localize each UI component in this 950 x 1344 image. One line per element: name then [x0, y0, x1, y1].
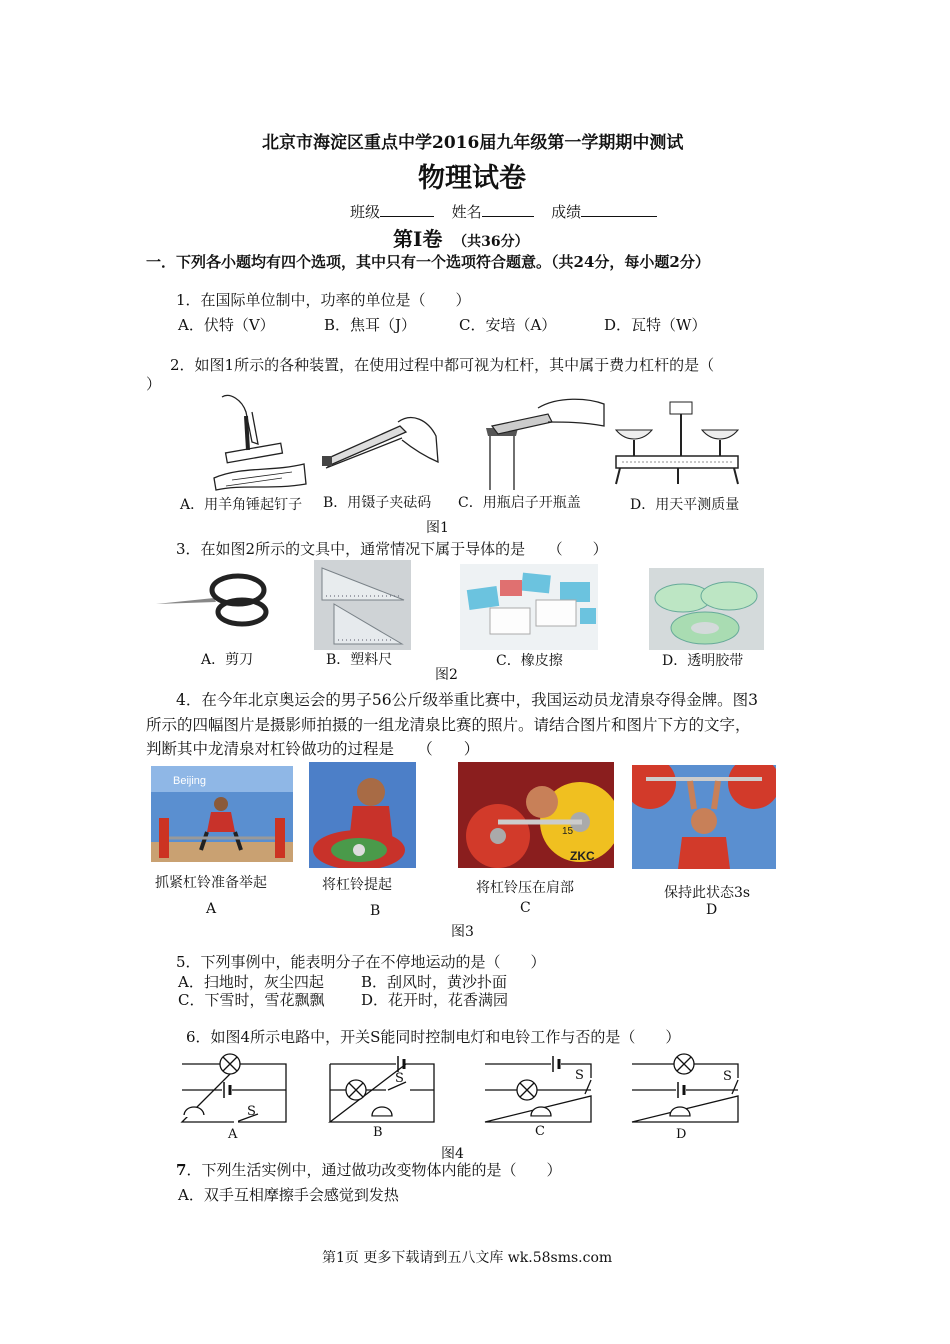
q5-option-d[interactable]: D．花开时，花香满园	[361, 991, 509, 1009]
paper-title: 物理试卷	[418, 163, 526, 194]
score-label: 成绩	[551, 203, 582, 221]
circuit-b-switch-label: S	[395, 1071, 404, 1086]
class-blank[interactable]	[380, 202, 434, 217]
circuit-a-switch-label: S	[247, 1104, 256, 1119]
circuit-d-switch-label: S	[723, 1069, 732, 1084]
fig3-letter-b: B	[370, 903, 381, 919]
bottle-opener-drawing	[478, 392, 608, 492]
fig3-caption-d: 保持此状态3s	[664, 885, 751, 901]
q7-text: ．下列生活实例中，通过做功改变物体内能的是（ ）	[186, 1161, 562, 1179]
scissors-drawing	[154, 570, 274, 630]
q4-line1: 4．在今年北京奥运会的男子56公斤级举重比赛中，我国运动员龙清泉夺得金牌。图3	[176, 691, 758, 709]
weightlift-photo-a	[151, 766, 293, 862]
plate-brand: ZKC	[570, 849, 595, 863]
fig3-letter-c: C	[520, 900, 531, 916]
fig2-caption-b: B．塑料尺	[326, 652, 393, 668]
fig3-caption-b: 将杠铃提起	[322, 877, 392, 893]
q4-line3: 判断其中龙清泉对杠铃做功的过程是 （ ）	[146, 740, 480, 758]
q3-stem: 3．在如图2所示的文具中，通常情况下属于导体的是 （ ）	[176, 540, 608, 558]
q5-option-c[interactable]: C．下雪时，雪花飘飘	[178, 991, 325, 1009]
weightlift-photo-c	[458, 762, 614, 868]
school-line: 北京市海淀区重点中学2016届九年级第一学期期中测试	[262, 133, 684, 153]
q1-option-a[interactable]: A．伏特（V）	[178, 316, 275, 334]
q1-option-b[interactable]: B．焦耳（J）	[324, 316, 417, 334]
balance-drawing	[612, 400, 742, 490]
fig3-label: 图3	[451, 924, 474, 940]
volume-title: 第Ⅰ卷	[393, 227, 443, 251]
name-label: 姓名	[451, 203, 482, 221]
eraser-photo	[460, 564, 598, 650]
circuit-c-letter: C	[535, 1124, 545, 1139]
fig2-caption-c: C．橡皮擦	[496, 653, 563, 669]
circuit-c-switch-label: S	[575, 1068, 584, 1083]
tape-photo	[649, 568, 764, 650]
hammer-drawing	[212, 392, 312, 492]
student-info	[350, 201, 657, 222]
circuit-b-letter: B	[373, 1125, 383, 1140]
circuit-d-letter: D	[676, 1127, 687, 1142]
fig4-label: 图4	[441, 1146, 464, 1162]
class-label: 班级	[350, 203, 381, 221]
fig1-caption-c: C．用瓶启子开瓶盖	[458, 495, 581, 511]
q5-stem: 5．下列事例中，能表明分子在不停地运动的是（ ）	[176, 953, 546, 971]
q7-stem	[176, 1159, 561, 1180]
q1-stem: 1．在国际单位制中，功率的单位是（ ）	[176, 291, 471, 309]
fig2-caption-d: D．透明胶带	[662, 653, 744, 669]
fig1-caption-d: D．用天平测质量	[630, 497, 740, 513]
q1-option-d[interactable]: D．瓦特（W）	[604, 316, 707, 334]
name-blank[interactable]	[482, 202, 534, 217]
volume-heading	[393, 223, 529, 252]
weightlift-photo-b	[309, 762, 416, 868]
q6-stem: 6．如图4所示电路中，开关S能同时控制电灯和电铃工作与否的是（ ）	[186, 1028, 681, 1046]
plate-number: 15	[562, 826, 574, 837]
beijing-logo-text: Beijing	[173, 775, 207, 787]
volume-note: （共36分）	[453, 234, 529, 250]
plastic-ruler-photo	[314, 560, 411, 650]
section-instruction: 一．下列各小题均有四个选项，其中只有一个选项符合题意。（共24分，每小题2分）	[146, 253, 710, 271]
q2-stem-tail: ）	[146, 375, 162, 393]
fig1-caption-b: B．用镊子夹砝码	[323, 495, 432, 511]
fig3-caption-a: 抓紧杠铃准备举起	[155, 875, 267, 891]
circuit-b	[326, 1050, 438, 1126]
fig2-caption-a: A．剪刀	[201, 652, 254, 668]
q5-option-b[interactable]: B．刮风时，黄沙扑面	[361, 973, 508, 991]
fig1-caption-a: A．用羊角锤起钉子	[180, 497, 303, 513]
fig3-letter-d: D	[706, 902, 718, 918]
fig3-caption-c: 将杠铃压在肩部	[476, 880, 574, 896]
tweezers-drawing	[320, 412, 440, 482]
q2-stem: 2．如图1所示的各种装置，在使用过程中都可视为杠杆，其中属于费力杠杆的是（	[170, 356, 715, 374]
q7-option-a[interactable]: A．双手互相摩擦手会感觉到发热	[178, 1186, 399, 1204]
circuit-d	[628, 1050, 744, 1126]
page-footer: 第1页 更多下载请到五八文库 wk.58sms.com	[322, 1250, 613, 1266]
circuit-a-letter: A	[228, 1127, 238, 1142]
score-blank[interactable]	[581, 202, 657, 217]
q7-number: 7	[176, 1161, 187, 1179]
q4-line2: 所示的四幅图片是摄影师拍摄的一组龙清泉比赛的照片。请结合图片和图片下方的文字，	[146, 716, 751, 734]
fig3-letter-a: A	[206, 901, 217, 917]
fig2-label: 图2	[435, 667, 458, 683]
circuit-a	[178, 1050, 290, 1126]
circuit-c	[481, 1050, 597, 1126]
fig1-label: 图1	[426, 520, 449, 536]
q5-option-a[interactable]: A．扫地时，灰尘四起	[178, 973, 324, 991]
weightlift-photo-d	[632, 765, 776, 869]
q1-option-c[interactable]: C．安培（A）	[459, 316, 557, 334]
